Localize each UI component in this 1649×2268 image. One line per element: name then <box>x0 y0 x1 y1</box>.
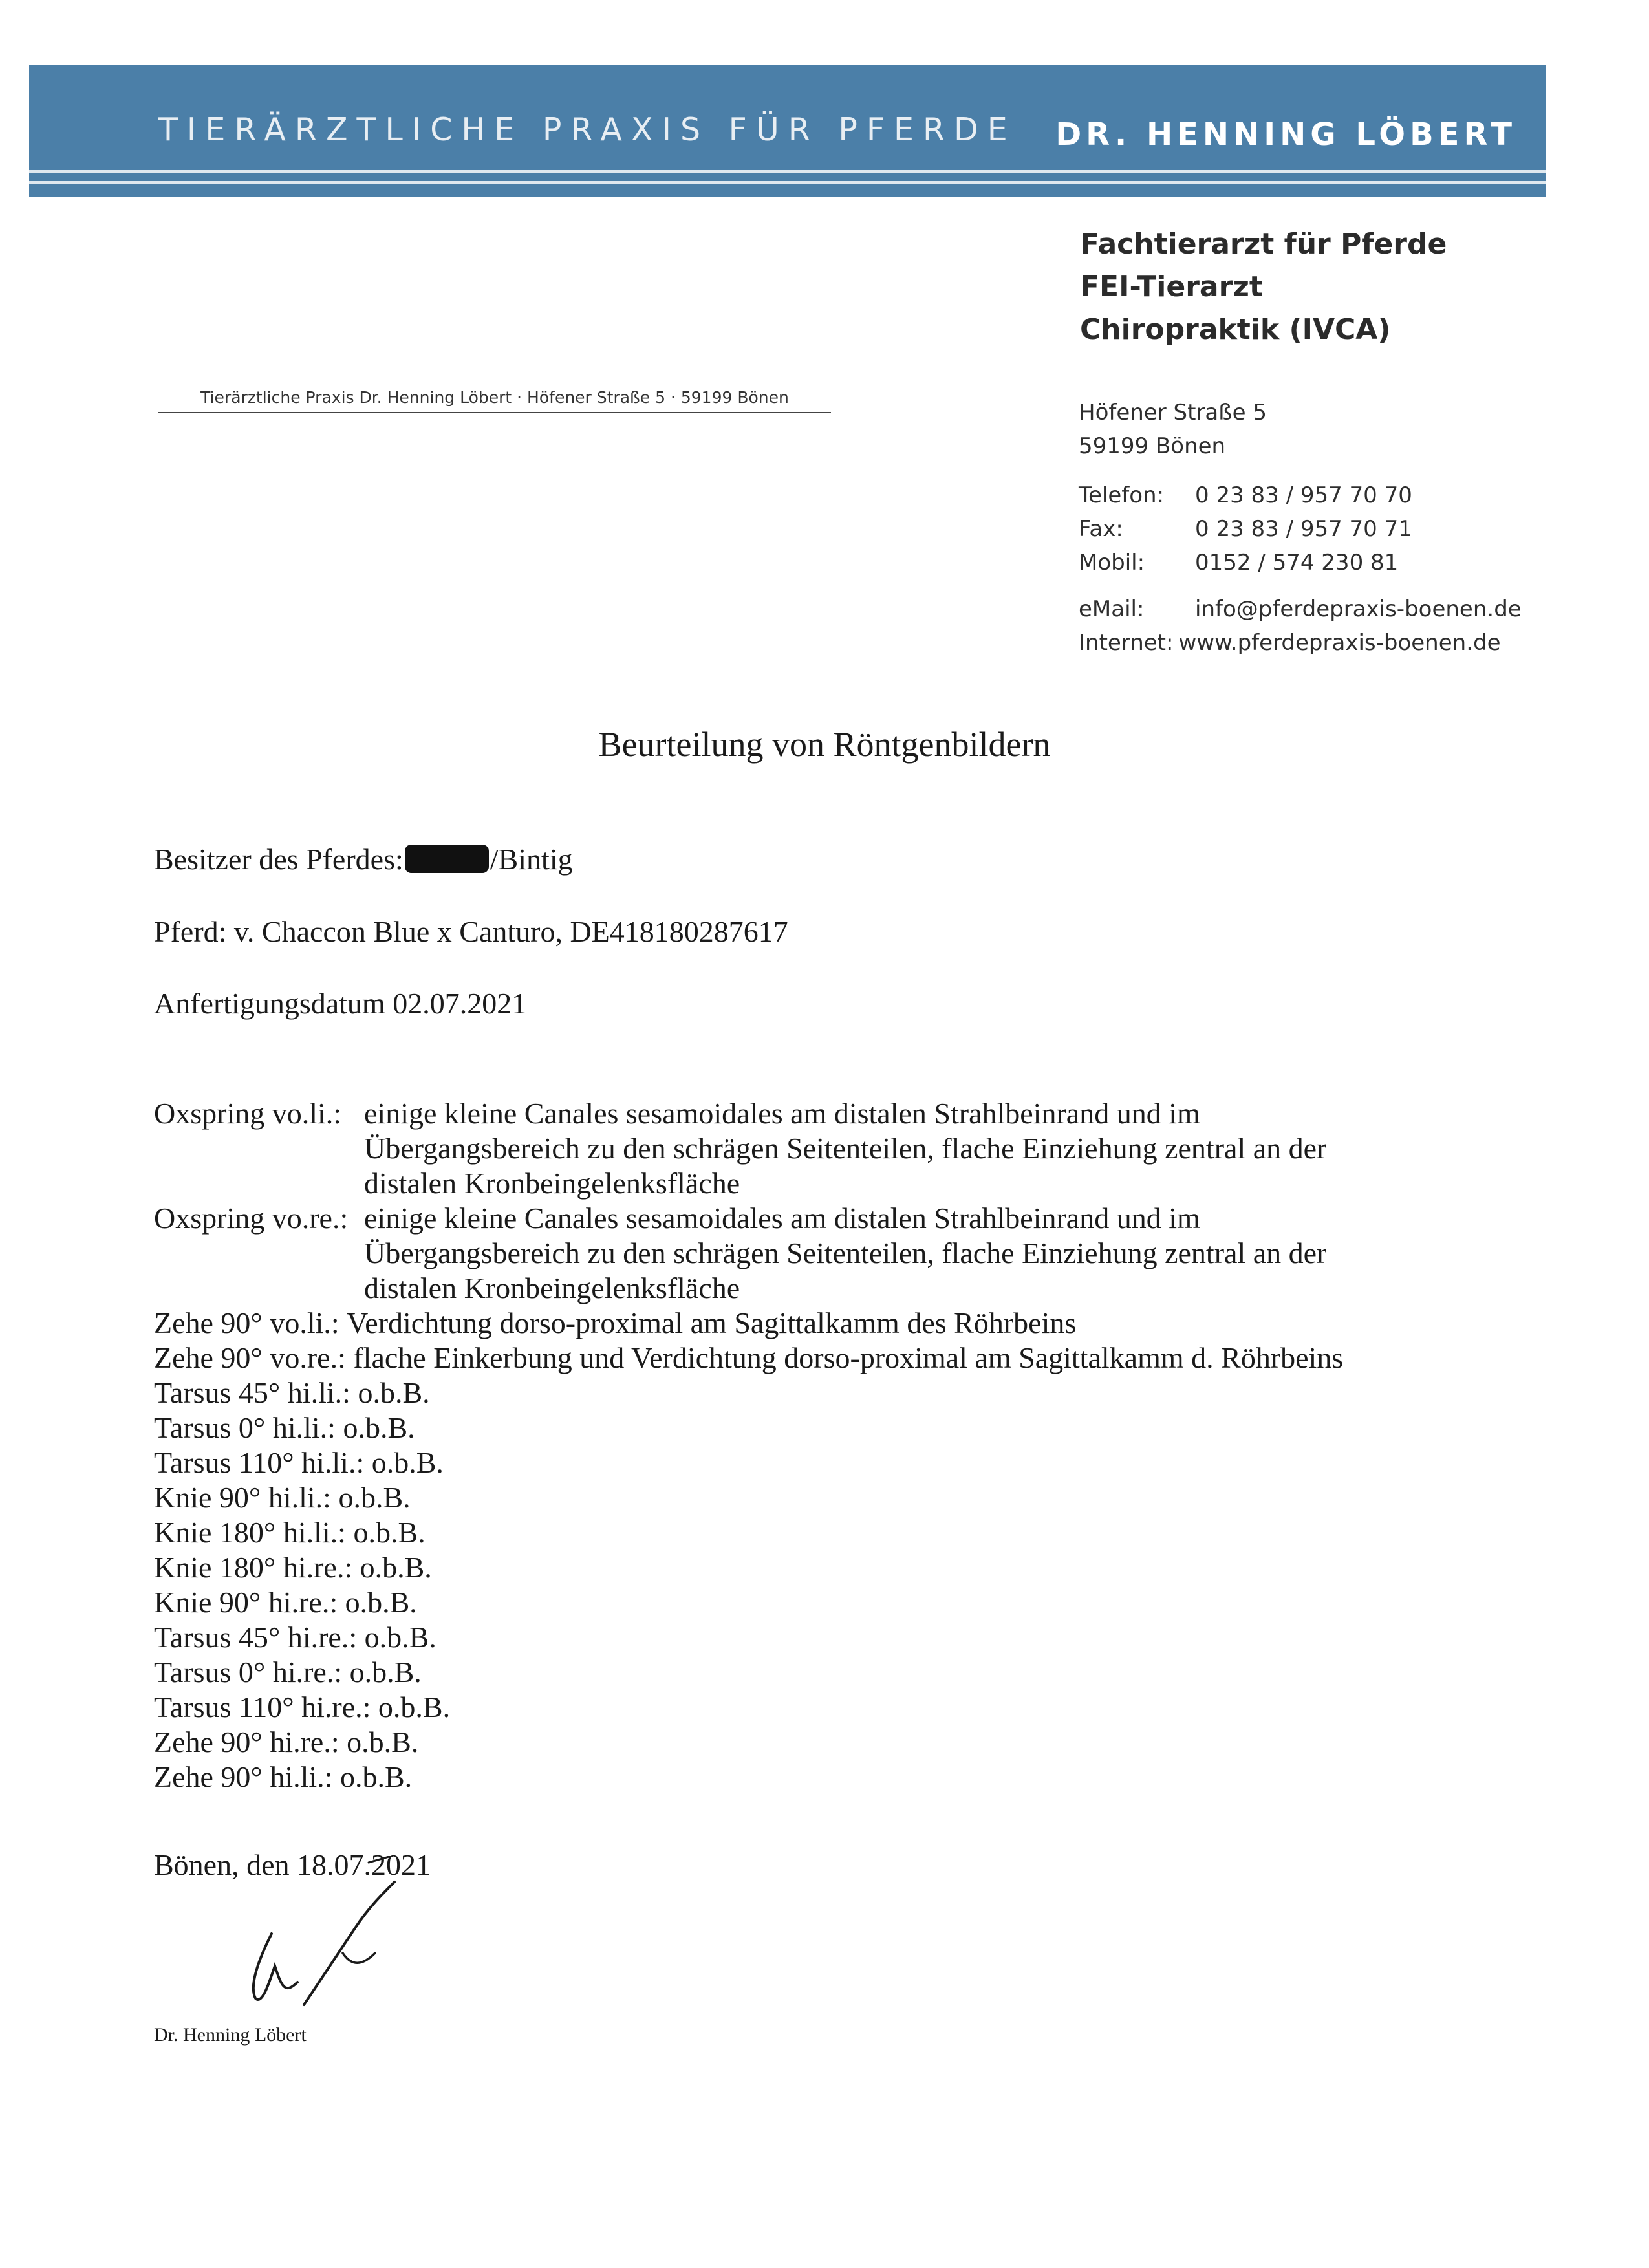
banner-stripe <box>29 170 1546 173</box>
email-link: info@pferdepraxis-boenen.de <box>1195 596 1522 622</box>
finding-row <box>154 1655 1609 1690</box>
finding-location: Tarsus 0° hi.li.: <box>154 1411 336 1444</box>
finding-location: Tarsus 110° hi.li.: <box>154 1446 365 1479</box>
finding-row <box>154 1341 1609 1376</box>
address-block <box>1079 396 1267 463</box>
finding-location: Tarsus 45° hi.li.: <box>154 1376 350 1409</box>
document-title: Beurteilung von Röntgenbildern <box>598 725 1051 764</box>
finding-location: Zehe 90° vo.li.: <box>154 1306 339 1339</box>
contact-block <box>1079 479 1570 660</box>
contact-label: Mobil: <box>1079 550 1145 576</box>
owner-name: /Bintig <box>490 843 573 876</box>
doctor-name: DR. HENNING LÖBERT <box>1055 116 1516 153</box>
finding-text: o.b.B. <box>353 1516 426 1549</box>
finding-row <box>154 1760 1609 1795</box>
contact-phone <box>1079 479 1570 512</box>
banner-stripe <box>29 181 1546 184</box>
finding-text: o.b.B. <box>371 1446 444 1479</box>
qualification: Fachtierarzt für Pferde <box>1080 228 1447 261</box>
finding-row <box>154 1620 1609 1655</box>
finding-row <box>154 1515 1609 1550</box>
finding-row <box>154 1725 1609 1760</box>
contact-label: Internet: <box>1079 630 1174 656</box>
finding-row <box>154 1306 1609 1341</box>
finding-location: Knie 180° hi.re.: <box>154 1551 353 1584</box>
finding-row <box>154 1445 1609 1480</box>
finding-text: o.b.B. <box>378 1690 451 1723</box>
contact-email <box>1079 592 1570 626</box>
address-street: Höfener Straße 5 <box>1079 400 1267 426</box>
signer-name: Dr. Henning Löbert <box>154 2024 307 2046</box>
finding-text: einige kleine Canales sesamoidales am distalen Strahlbeinrand und im Übergangsbereich zu den schrägen Seitenteilen, flache Einziehung zentral an der distalen Kronbeingelenksfläche <box>364 1202 1327 1304</box>
finding-location: Tarsus 45° hi.re.: <box>154 1621 358 1654</box>
website-link: www.pferdepraxis-boenen.de <box>1178 630 1501 656</box>
owner-label: Besitzer des Pferdes: <box>154 843 404 876</box>
qualification: FEI-Tierarzt <box>1080 270 1263 303</box>
header-banner <box>29 65 1546 197</box>
finding-text: o.b.B. <box>339 1760 413 1793</box>
finding-row <box>154 1550 1609 1585</box>
finding-location: Oxspring vo.re.: <box>154 1202 349 1235</box>
contact-value: 0 23 83 / 957 70 70 <box>1195 482 1412 508</box>
signature <box>220 1856 498 2018</box>
redaction-mark <box>405 845 489 873</box>
finding-location: Knie 90° hi.li.: <box>154 1481 331 1514</box>
finding-location: Zehe 90° vo.re.: <box>154 1341 346 1374</box>
finding-text: o.b.B. <box>345 1586 417 1619</box>
finding-row <box>154 1690 1609 1725</box>
contact-value: 0152 / 574 230 81 <box>1195 550 1399 576</box>
contact-value: 0 23 83 / 957 70 71 <box>1195 516 1412 542</box>
finding-text: o.b.B. <box>364 1621 436 1654</box>
finding-text: o.b.B. <box>358 1376 430 1409</box>
finding-text: o.b.B. <box>360 1551 432 1584</box>
finding-location: Oxspring vo.li.: <box>154 1097 342 1130</box>
sender-line: Tierärztliche Praxis Dr. Henning Löbert · Höfener Straße 5 · 59199 Bönen <box>158 388 831 413</box>
finding-text: Verdichtung dorso-proximal am Sagittalkamm des Röhrbeins <box>347 1306 1077 1339</box>
address-city: 59199 Bönen <box>1079 433 1226 459</box>
finding-location: Zehe 90° hi.li.: <box>154 1760 333 1793</box>
qualification: Chiropraktik (IVCA) <box>1080 313 1391 346</box>
finding-location: Zehe 90° hi.re.: <box>154 1725 339 1758</box>
finding-row <box>154 1585 1609 1620</box>
finding-row <box>154 1480 1609 1515</box>
finding-location: Tarsus 0° hi.re.: <box>154 1656 343 1689</box>
finding-location: Knie 180° hi.li.: <box>154 1516 346 1549</box>
finding-text: o.b.B. <box>347 1725 419 1758</box>
contact-fax <box>1079 512 1570 546</box>
contact-label: Fax: <box>1079 516 1123 542</box>
creation-date: Anfertigungsdatum 02.07.2021 <box>154 987 527 1020</box>
finding-location: Tarsus 110° hi.re.: <box>154 1690 371 1723</box>
finding-text: flache Einkerbung und Verdichtung dorso-proximal am Sagittalkamm d. Röhrbeins <box>353 1341 1344 1374</box>
contact-label: eMail: <box>1079 596 1145 622</box>
finding-row <box>154 1096 1609 1201</box>
owner-line <box>154 841 573 878</box>
finding-row <box>154 1410 1609 1445</box>
horse-line: Pferd: v. Chaccon Blue x Canturo, DE418180287617 <box>154 915 788 948</box>
finding-text: o.b.B. <box>343 1411 415 1444</box>
place-date: Bönen, den 18.07.2021 <box>154 1848 431 1881</box>
finding-location: Knie 90° hi.re.: <box>154 1586 338 1619</box>
contact-mobile <box>1079 546 1570 579</box>
findings-list <box>154 1096 1609 1795</box>
contact-label: Telefon: <box>1079 482 1165 508</box>
contact-internet <box>1079 626 1570 660</box>
qualifications <box>1080 223 1533 351</box>
finding-row <box>154 1201 1609 1306</box>
finding-text: einige kleine Canales sesamoidales am distalen Strahlbeinrand und im Übergangsbereich zu den schrägen Seitenteilen, flache Einziehung zentral an der distalen Kronbeingelenksfläche <box>364 1097 1327 1200</box>
finding-text: o.b.B. <box>338 1481 411 1514</box>
practice-name: TIERÄRZTLICHE PRAXIS FÜR PFERDE <box>158 111 1017 148</box>
finding-row <box>154 1376 1609 1410</box>
finding-text: o.b.B. <box>349 1656 422 1689</box>
